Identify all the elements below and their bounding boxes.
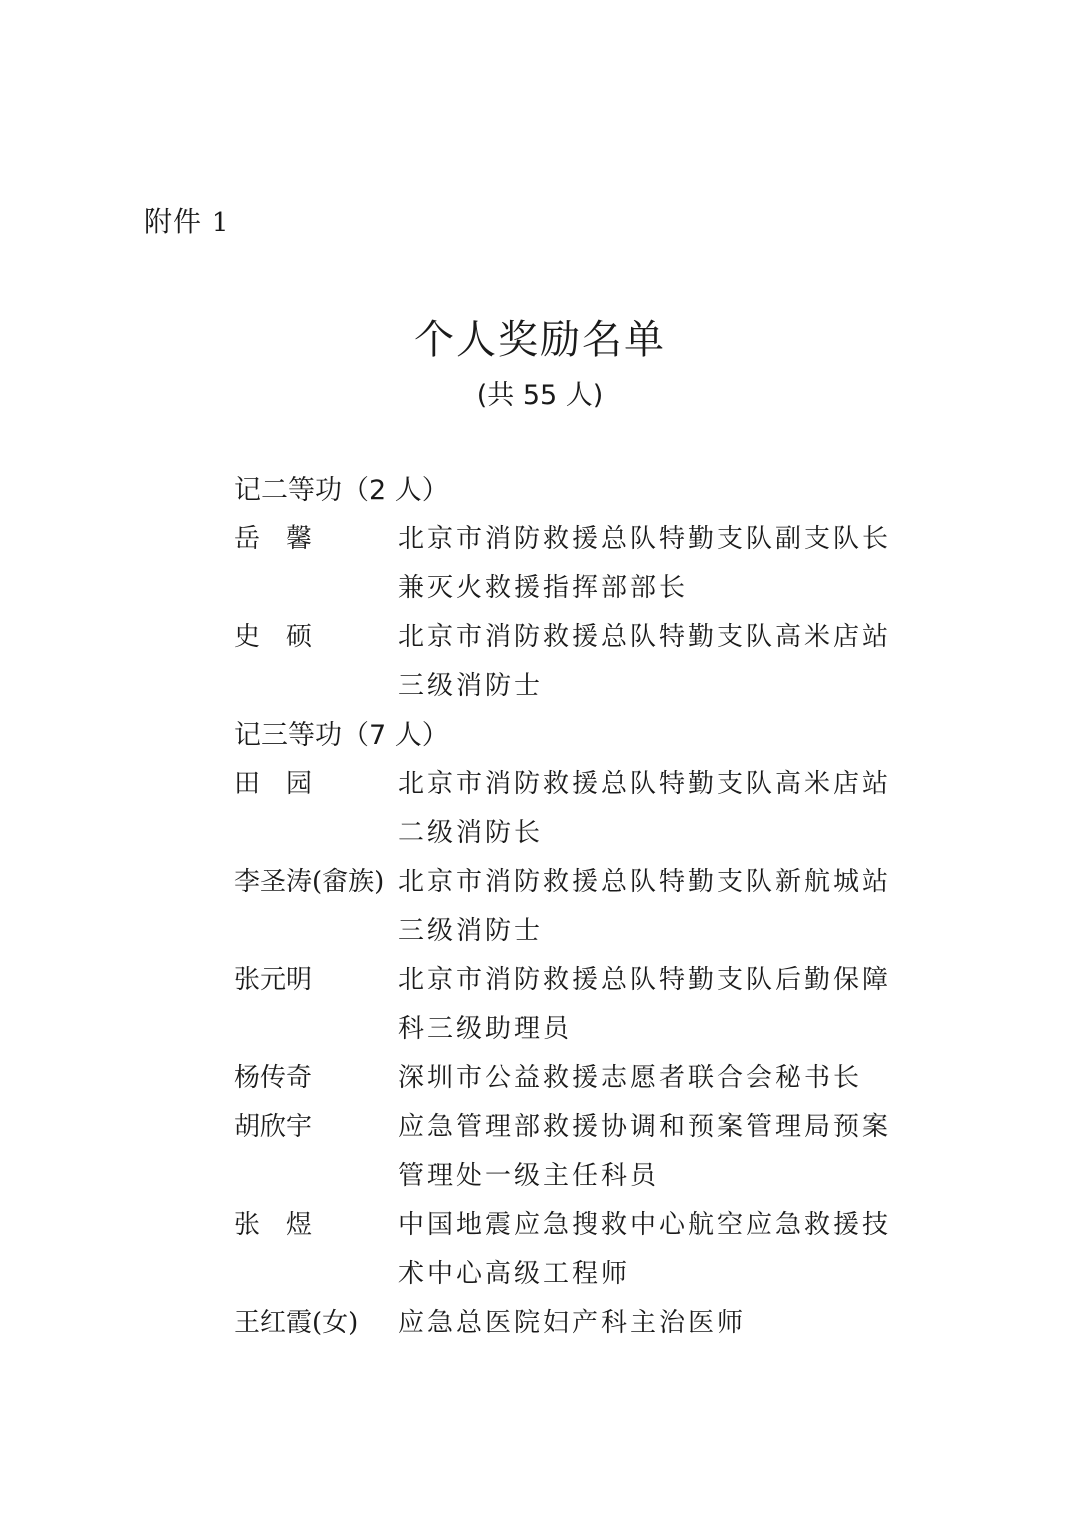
person-position — [398, 1201, 918, 1299]
list-item — [234, 515, 924, 613]
section-heading-second-class: 记二等功（2 人） — [234, 475, 449, 506]
position-line: 北京市消防救援总队特勤支队高米店站 — [398, 622, 892, 652]
position-line: 北京市消防救援总队特勤支队高米店站 — [398, 769, 892, 799]
attachment-text: 附件 — [144, 205, 203, 238]
list-item — [234, 1299, 924, 1348]
position-line: 应急管理部救援协调和预案管理局预案 — [398, 1112, 892, 1142]
person-name: 张 煜 — [234, 1210, 313, 1240]
person-name: 杨传奇 — [234, 1063, 313, 1093]
position-line: 三级消防士 — [398, 916, 544, 946]
person-position — [398, 760, 918, 858]
list-item — [234, 1201, 924, 1299]
person-name: 胡欣宇 — [234, 1112, 313, 1142]
person-name: 张元明 — [234, 965, 313, 995]
person-position — [398, 1299, 918, 1348]
person-name: 李圣涛(畲族) — [234, 867, 385, 897]
position-line: 术中心高级工程师 — [398, 1259, 631, 1289]
person-name: 田 园 — [234, 769, 313, 799]
award-list — [234, 466, 924, 1348]
person-position — [398, 858, 918, 956]
position-line: 二级消防长 — [398, 818, 544, 848]
position-line: 北京市消防救援总队特勤支队新航城站 — [398, 867, 892, 897]
list-item — [234, 956, 924, 1054]
position-line: 北京市消防救援总队特勤支队副支队长 — [398, 524, 892, 554]
position-line: 兼灭火救援指挥部部长 — [398, 573, 689, 603]
list-item — [234, 1103, 924, 1201]
attachment-number: 1 — [211, 208, 230, 238]
page-title: 个人奖励名单 — [414, 317, 666, 363]
person-position — [398, 613, 918, 711]
position-line: 科三级助理员 — [398, 1014, 573, 1044]
list-item — [234, 858, 924, 956]
attachment-label — [144, 200, 229, 245]
position-line: 北京市消防救援总队特勤支队后勤保障 — [398, 965, 892, 995]
person-name: 王红霞(女) — [234, 1308, 359, 1338]
page-subtitle: (共 55 人) — [476, 380, 604, 411]
person-name: 史 硕 — [234, 622, 313, 652]
person-position — [398, 1103, 918, 1201]
person-name: 岳 馨 — [234, 524, 313, 554]
position-line: 深圳市公益救援志愿者联合会秘书长 — [398, 1063, 863, 1093]
list-item — [234, 1054, 924, 1103]
position-line: 中国地震应急搜救中心航空应急救援技 — [398, 1210, 892, 1240]
position-line: 管理处一级主任科员 — [398, 1161, 660, 1191]
person-position — [398, 1054, 918, 1103]
section-heading-third-class: 记三等功（7 人） — [234, 720, 449, 751]
person-position — [398, 956, 918, 1054]
list-item — [234, 760, 924, 858]
position-line: 应急总医院妇产科主治医师 — [398, 1308, 747, 1338]
list-item — [234, 613, 924, 711]
person-position — [398, 515, 918, 613]
position-line: 三级消防士 — [398, 671, 544, 701]
